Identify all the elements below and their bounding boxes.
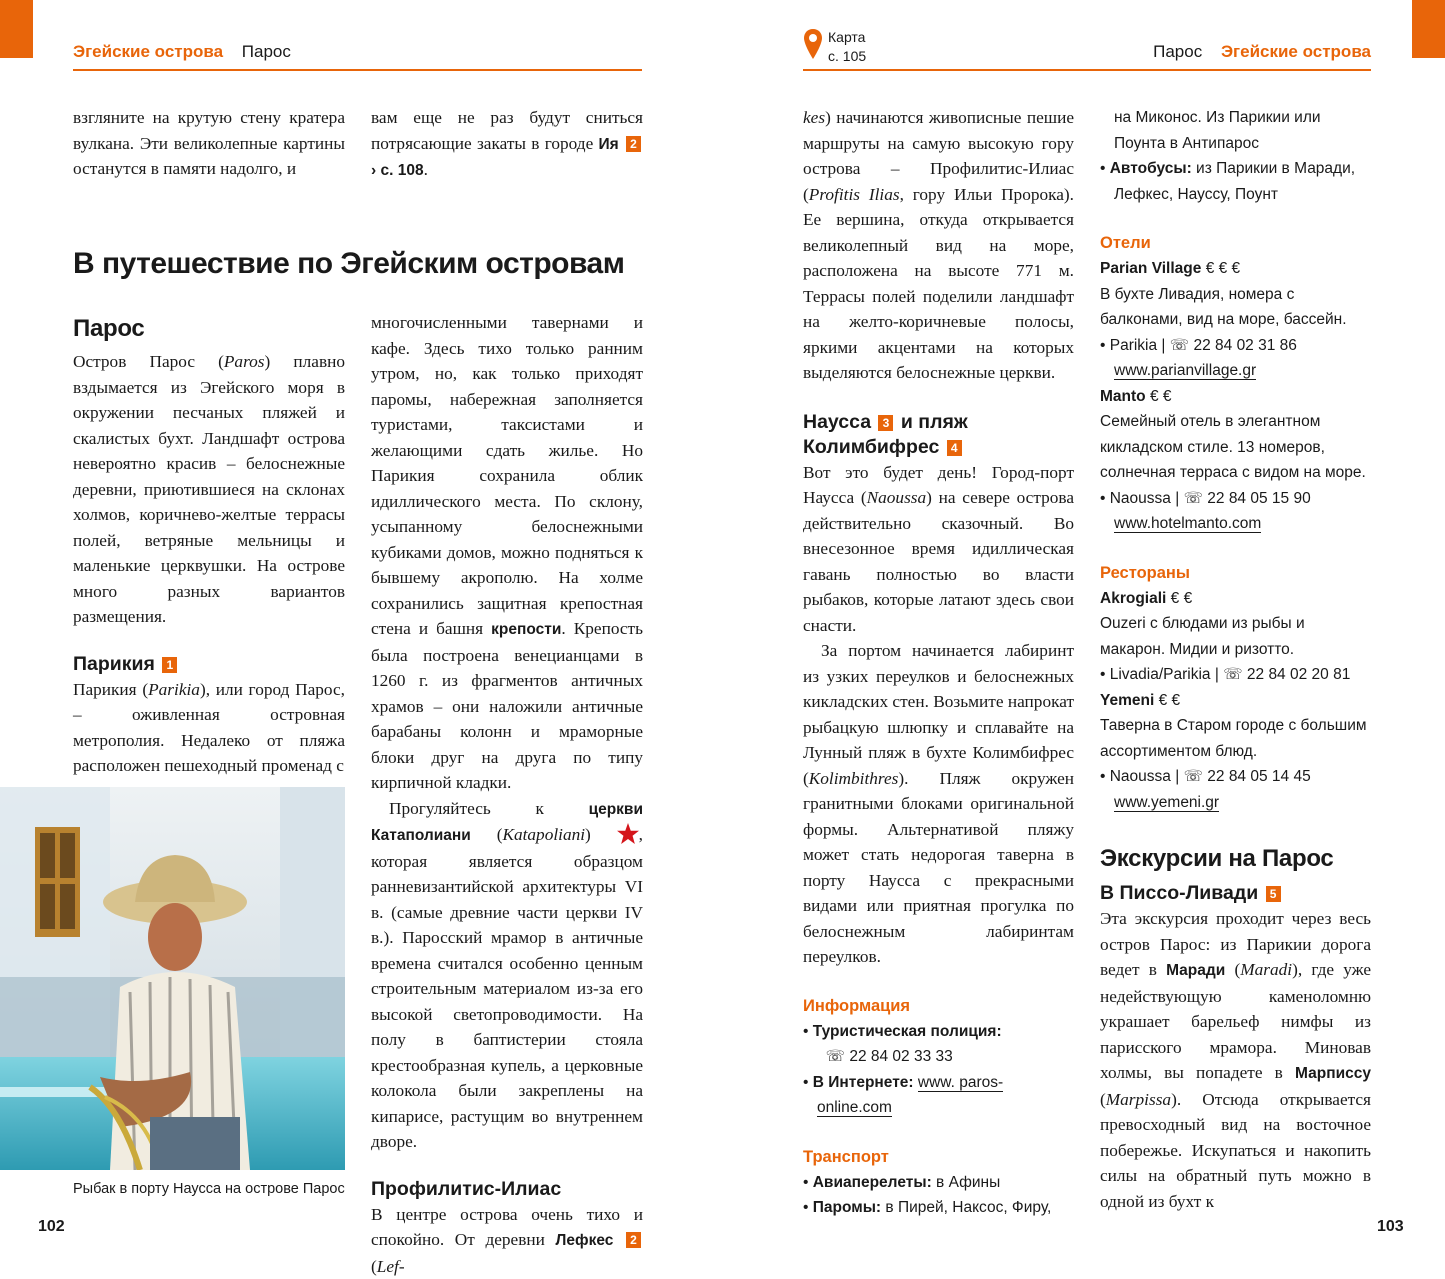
hotelmanto-link[interactable]: www.hotelmanto.com (1114, 515, 1261, 533)
parikia-paragraph-cont: многочисленными тавернами и кафе. Здесь тихо только ранним утром, но, как только приходят паромы, набережная заполняется туристами, таксистами и желающими сдать жилье. Но Парикия сохранила облик идиллического места. По склону, усыпанному белоснежными кубиками домов, можно подняться к бывшему акрополю. На холме сохранились защитная крепостная стена и башня крепости. Крепость была построена венецианцами в 1260 г. из фрагментов античных храмов – они наложили античные барабаны колонн и мраморные блоки друг на друга по типу кирпичной кладки. (371, 310, 643, 796)
main-title: В путешествие по Эгейским островам (73, 247, 673, 281)
map-page-ref: с. 105 (828, 47, 866, 66)
left-column-1 (73, 105, 345, 182)
parianvillage-link[interactable]: www.parianvillage.gr (1114, 362, 1256, 380)
restaurant-akrogiali-contact: • Livadia/Parikia | ☏ 22 84 02 20 81 (1100, 662, 1371, 688)
transport-air: • Авиаперелеты: в Афины (803, 1170, 1074, 1196)
map-number-badge: 1 (162, 657, 177, 673)
excursion-title: Экскурсии на Парос (1100, 845, 1371, 873)
profitis-title: Профилитис-Илиас (371, 1177, 643, 1202)
header-subsection: Парос (242, 42, 291, 61)
transport-ferry-cont: на Миконос. Из Парикии или Поунта в Антипарос (1100, 105, 1371, 156)
left-edge-tab (0, 0, 33, 58)
restaurant-akrogiali: Akrogiali € € Ouzeri с блюдами из рыбы и макарон. Мидии и ризотто. (1100, 586, 1371, 663)
transport-title: Транспорт (803, 1145, 1074, 1170)
left-running-header (73, 42, 291, 66)
header-subsection: Парос (1153, 42, 1202, 61)
paros-online-link[interactable]: www. paros-online.com (817, 1074, 1003, 1118)
pisso-livadi-title: В Писсо-Ливади 5 (1100, 881, 1371, 906)
phone-icon: ☏ (826, 1048, 845, 1065)
map-number-badge: 3 (878, 415, 893, 431)
restaurants-title: Рестораны (1100, 561, 1371, 586)
profitis-paragraph: В центре острова очень тихо и спокойно. От деревни Лефкес 2 (Lef- (371, 1202, 643, 1279)
paros-title: Парос (73, 315, 345, 343)
right-running-header (1000, 42, 1371, 66)
info-title: Информация (803, 994, 1074, 1019)
phone-icon: ☏ (1170, 337, 1189, 354)
intro-paragraph-cont: вам еще не раз будут сниться потрясающие закаты в городе Ия 2 › с. 108. (371, 105, 643, 184)
map-number-badge: 2 (626, 1232, 641, 1248)
restaurant-yemeni: Yemeni € € Таверна в Старом городе с большим ассортиментом блюд. (1100, 688, 1371, 765)
phone-icon: ☏ (1223, 666, 1242, 683)
map-label: Карта (828, 28, 866, 47)
star-icon (617, 823, 639, 844)
intro-paragraph: взгляните на крутую стену кратера вулкана. Эти великолепные картины останутся в памяти надолго, и (73, 105, 345, 182)
right-edge-tab (1412, 0, 1445, 58)
transport-bus: • Автобусы: из Парикии в Маради, Лефкес, Науссу, Поунт (1100, 156, 1371, 207)
hotel-parian-village: Parian Village € € € В бухте Ливадия, номера с балконами, вид на море, бассейн. (1100, 256, 1371, 333)
hotel-parian-contact: • Parikia | ☏ 22 84 02 31 86 www.parianvillage.gr (1100, 333, 1371, 384)
main-title-wrap (73, 247, 673, 281)
map-number-badge: 5 (1266, 886, 1281, 902)
pisso-paragraph: Эта экскурсия проходит через весь остров Парос: из Парикии дорога ведет в Маради (Maradi), где уже недействующую каменоломню украшает барельеф нимфы из парисского мрамора. Миновав холмы, вы попадете в Марписсу (Marpissa). Отсюда открывается превосходный вид на восточное побережье. Искупаться и накопить силы на обратный путь можно в одной из бухт к (1100, 906, 1371, 1214)
naussa-paragraph-2: За портом начинается лабиринт из узких переулков и белоснежных кикладских стен. Возьмите напрокат рыбацкую шлюпку и сплавайте на Лунный пляж в бухте Колимбифрес (Kolimbithres). Пляж окружен гранитными блоками оригинальной формы. Альтернативой пляжу может стать недорогая таверна в порту Наусса с прекрасными видами или приятная прогулка по белоснежным лабиринтам переулков. (803, 638, 1074, 970)
header-section: Эгейские острова (1221, 42, 1371, 61)
naussa-paragraph-1: Вот это будет день! Город-порт Наусса (Naoussa) на севере острова действительно сказочный. Во внесезонное время идиллическая гавань полностью во власти рыбаков, которые латают здесь свои снасти. (803, 460, 1074, 639)
phone-icon: ☏ (1184, 490, 1203, 507)
info-web: • В Интернете: www. paros-online.com (803, 1070, 1074, 1121)
restaurant-yemeni-contact: • Naoussa | ☏ 22 84 05 14 45 www.yemeni.gr (1100, 764, 1371, 815)
hotels-title: Отели (1100, 231, 1371, 256)
map-number-badge: 2 (626, 136, 641, 152)
left-page-number: 102 (38, 1218, 65, 1236)
header-section: Эгейские острова (73, 42, 223, 61)
phone-icon: ☏ (1184, 768, 1203, 785)
paros-paragraph: Остров Парос (Paros) плавно вздымается из Эгейского моря в окружении песчаных пляжей и скалистых бухт. Ландшафт острова невероятно красив – белоснежные деревни, приютившиеся на склонах холмов, коричнево-желтые террасы полей, ветряные мельницы и маленькие церквушки. На острове много разных вариантов размещения. (73, 349, 345, 630)
hotel-manto-contact: • Naoussa | ☏ 22 84 05 15 90 www.hotelmanto.com (1100, 486, 1371, 537)
right-header-rule (803, 69, 1371, 71)
left-header-rule (73, 69, 642, 71)
info-police: • Туристическая полиция: ☏ 22 84 02 33 33 (803, 1019, 1074, 1070)
transport-ferry: • Паромы: в Пирей, Наксос, Фиру, (803, 1195, 1074, 1221)
right-column-1 (803, 105, 1074, 1221)
map-reference[interactable] (828, 28, 866, 66)
photo-caption: Рыбак в порту Наусса на острове Парос (73, 1181, 345, 1197)
hotel-manto: Manto € € Семейный отель в элегантном кикладском стиле. 13 номеров, солнечная терраса с видом на море. (1100, 384, 1371, 486)
right-column-2 (1100, 105, 1371, 1214)
yemeni-link[interactable]: www.yemeni.gr (1114, 794, 1219, 812)
naussa-title: Наусса 3 и пляж Колимбифрес 4 (803, 410, 1074, 460)
left-column-2-main (371, 310, 643, 1279)
parikia-paragraph: Парикия (Parikia), или город Парос, – оживленная островная метрополия. Недалеко от пляжа расположен пешеходный променад с (73, 677, 345, 779)
katapoliani-paragraph: Прогуляйтесь к церкви Катаполиани (Katapoliani) , которая является образцом ранневизантийской архитектуры VI в. (самые древние части церкви IV в.). Паросский мрамор в античные времена считался особенно ценным строительным материалом из-за его высокой светопроводимости. На полу в баптистерии стояла крестообразная купель, а церковные колокола были закреплены на кипарисе, растущим во внутреннем дворе. (371, 796, 643, 1155)
parikia-title: Парикия 1 (73, 652, 345, 677)
right-page-number: 103 (1377, 1218, 1404, 1236)
left-column-2-intro (371, 105, 643, 184)
profitis-paragraph-cont: kes) начинаются живописные пешие маршруты на самую высокую гору острова – Профилитис-Илиас (Profitis Ilias, гору Ильи Пророка). Ее вершина, откуда открывается великолепный вид на море, расположена на высоте 771 м. Террасы полей поделили ландшафт на желто-коричневые полосы, яркими акцентами на которых выделяются белоснежные церкви. (803, 105, 1074, 386)
map-number-badge: 4 (947, 440, 962, 456)
left-column-1-main (73, 315, 345, 779)
fisherman-photo (0, 787, 345, 1170)
map-pin-icon (803, 28, 823, 62)
